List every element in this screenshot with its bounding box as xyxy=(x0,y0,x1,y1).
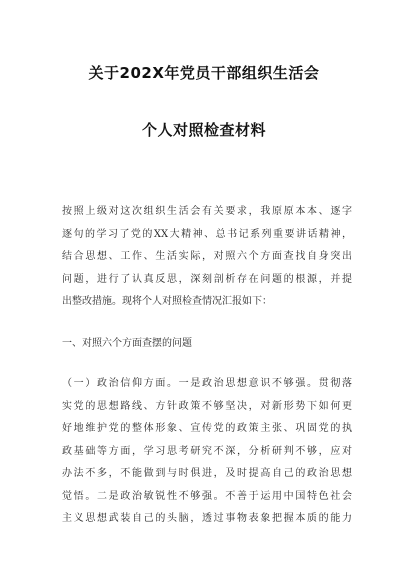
paragraph-line: 结合思想、工作、生活实际，对照六个方面查找自身突出 xyxy=(62,251,352,262)
paragraph-line: 好地维护党的整体形象、宣传党的政策主张、巩固党的执 xyxy=(62,423,352,434)
section-heading: 一、对照六个方面查摆的问题 xyxy=(62,338,192,349)
paragraph-line: 实党的思想路线、方针政策不够坚决，对新形势下如何更 xyxy=(62,400,352,412)
paragraph-line: 办法不多，不能做到与时俱进，及时提高自己的政治思想 xyxy=(62,468,352,479)
paragraph-line: 主义思想武装自己的头脑，透过事物表象把握本质的能力 xyxy=(62,513,352,524)
body-paragraph xyxy=(62,373,352,531)
paragraph-line: （一）政治信仰方面。一是政治思想意识不够强。贯彻落 xyxy=(62,378,352,389)
paragraph-line: 出整改措施。现将个人对照检查情况汇报如下： xyxy=(62,296,272,307)
paragraph-line: 按照上级对这次组织生活会有关要求，我原原本本、逐字 xyxy=(62,206,352,217)
paragraph-line: 逐句的学习了党的XX大精神、总书记系列重要讲话精神， xyxy=(62,228,352,240)
paragraph-line: 政基础等方面，学习思考研究不深，分析研判不够，应对 xyxy=(62,445,352,457)
intro-paragraph xyxy=(62,201,352,314)
document-title: 关于202X年党员干部组织生活会 xyxy=(88,64,320,82)
paragraph-line: 问题，进行了认真反思，深刻剖析存在问题的根源，并提 xyxy=(62,273,352,285)
paragraph-line: 觉悟。二是政治敏锐性不够强。不善于运用中国特色社会 xyxy=(62,490,352,502)
document-subtitle: 个人对照检查材料 xyxy=(141,121,266,139)
